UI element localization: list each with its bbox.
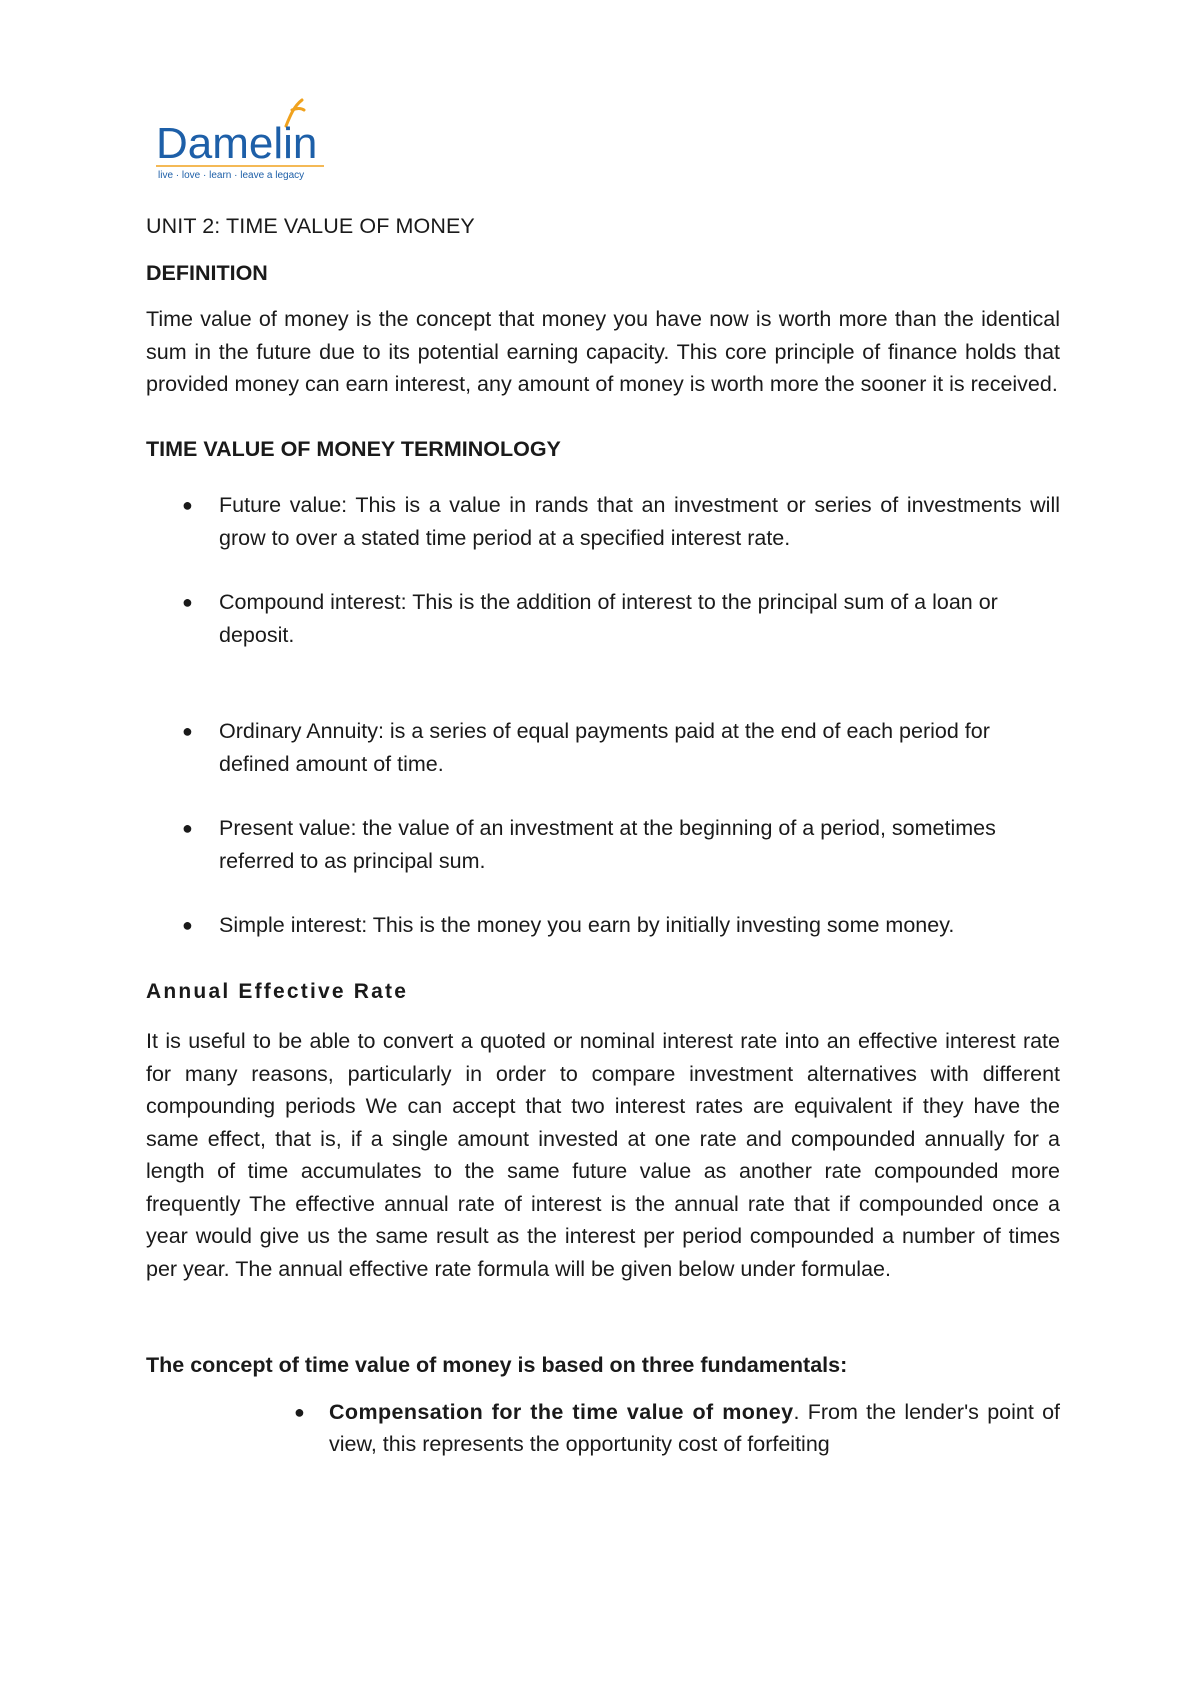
aer-paragraph: It is useful to be able to convert a quoted or nominal interest rate into an effective interest rate for many reasons, particularly in order to compare investment alternatives with different compounding periods We can accept that two interest rates are equivalent if they have the same effect, that is, if a single amount invested at one rate and compounded annually for a length of time accumulates to the same future value as another rate compounded more frequently The effective annual rate of interest is the annual rate that if compounded once a year would give us the same result as the interest per period compounded a number of times per year. The annual effective rate formula will be given below under formulae. (146, 1029, 1060, 1281)
damelin-logo (156, 96, 341, 186)
document-body (146, 210, 1060, 1461)
terminology-list (146, 489, 1060, 942)
bullet-icon: ● (182, 818, 193, 838)
bullet-icon: ● (294, 1401, 305, 1422)
concept-heading: The concept of time value of money is based on three fundamentals: (146, 1353, 848, 1378)
term-text: is a series of equal payments paid at the end of each period for defined amount of time. (219, 719, 990, 776)
logo-brand-text: Damelin (156, 119, 318, 168)
term-name: Future value (219, 493, 342, 517)
fundamentals-list (146, 1396, 1060, 1461)
definition-paragraph: Time value of money is the concept that money you have now is worth more than the identical sum in the future due to its potential earning capacity. This core principle of finance holds that provided money can earn interest, any amount of money is worth more the sooner it is received. (146, 307, 1060, 396)
bullet-icon: ● (182, 721, 193, 741)
term-name: Ordinary Annuity (219, 719, 378, 743)
term-text: the value of an investment at the beginning of a period, sometimes referred to as principal sum. (219, 816, 996, 873)
terminology-heading: TIME VALUE OF MONEY TERMINOLOGY (146, 436, 561, 461)
term-text: This is the addition of interest to the principal sum of a loan or deposit. (219, 590, 998, 647)
fundamental-term: Compensation for the time value of money (329, 1399, 794, 1424)
list-item (146, 1396, 1060, 1461)
list-item: ● Present value: the value of an investment at the beginning of a period, sometimes referred to as principal sum. (146, 812, 1060, 877)
list-item: ● Simple interest: This is the money you earn by initially investing some money. (146, 909, 1060, 942)
list-item: ● Compound interest: This is the addition of interest to the principal sum of a loan or deposit. (146, 586, 1060, 651)
term-name: Present value (219, 816, 351, 840)
fundamental-text: . From the lender's point of view, this represents the opportunity cost of forfeiting (329, 1399, 1060, 1457)
logo-tagline: live · love · learn · leave a legacy (158, 170, 305, 181)
term-text: This is the money you earn by initially investing some money. (372, 913, 955, 937)
bullet-icon: ● (182, 915, 193, 935)
definition-heading: DEFINITION (146, 260, 268, 285)
term-name: Compound interest (219, 590, 401, 614)
unit-title: UNIT 2: TIME VALUE OF MONEY (146, 214, 475, 238)
term-text: This is a value in rands that an investment or series of investments will grow to over a stated time period at a specified interest rate. (219, 493, 1061, 550)
aer-heading: Annual Effective Rate (146, 979, 409, 1003)
list-item: ● Future value: This is a value in rands that an investment or series of investments will grow to over a stated time period at a specified interest rate. (146, 489, 1060, 554)
bullet-icon: ● (182, 495, 193, 515)
term-name: Simple interest (219, 913, 362, 937)
list-item: ● Ordinary Annuity: is a series of equal payments paid at the end of each period for defined amount of time. (146, 715, 1060, 780)
bullet-icon: ● (182, 592, 193, 612)
